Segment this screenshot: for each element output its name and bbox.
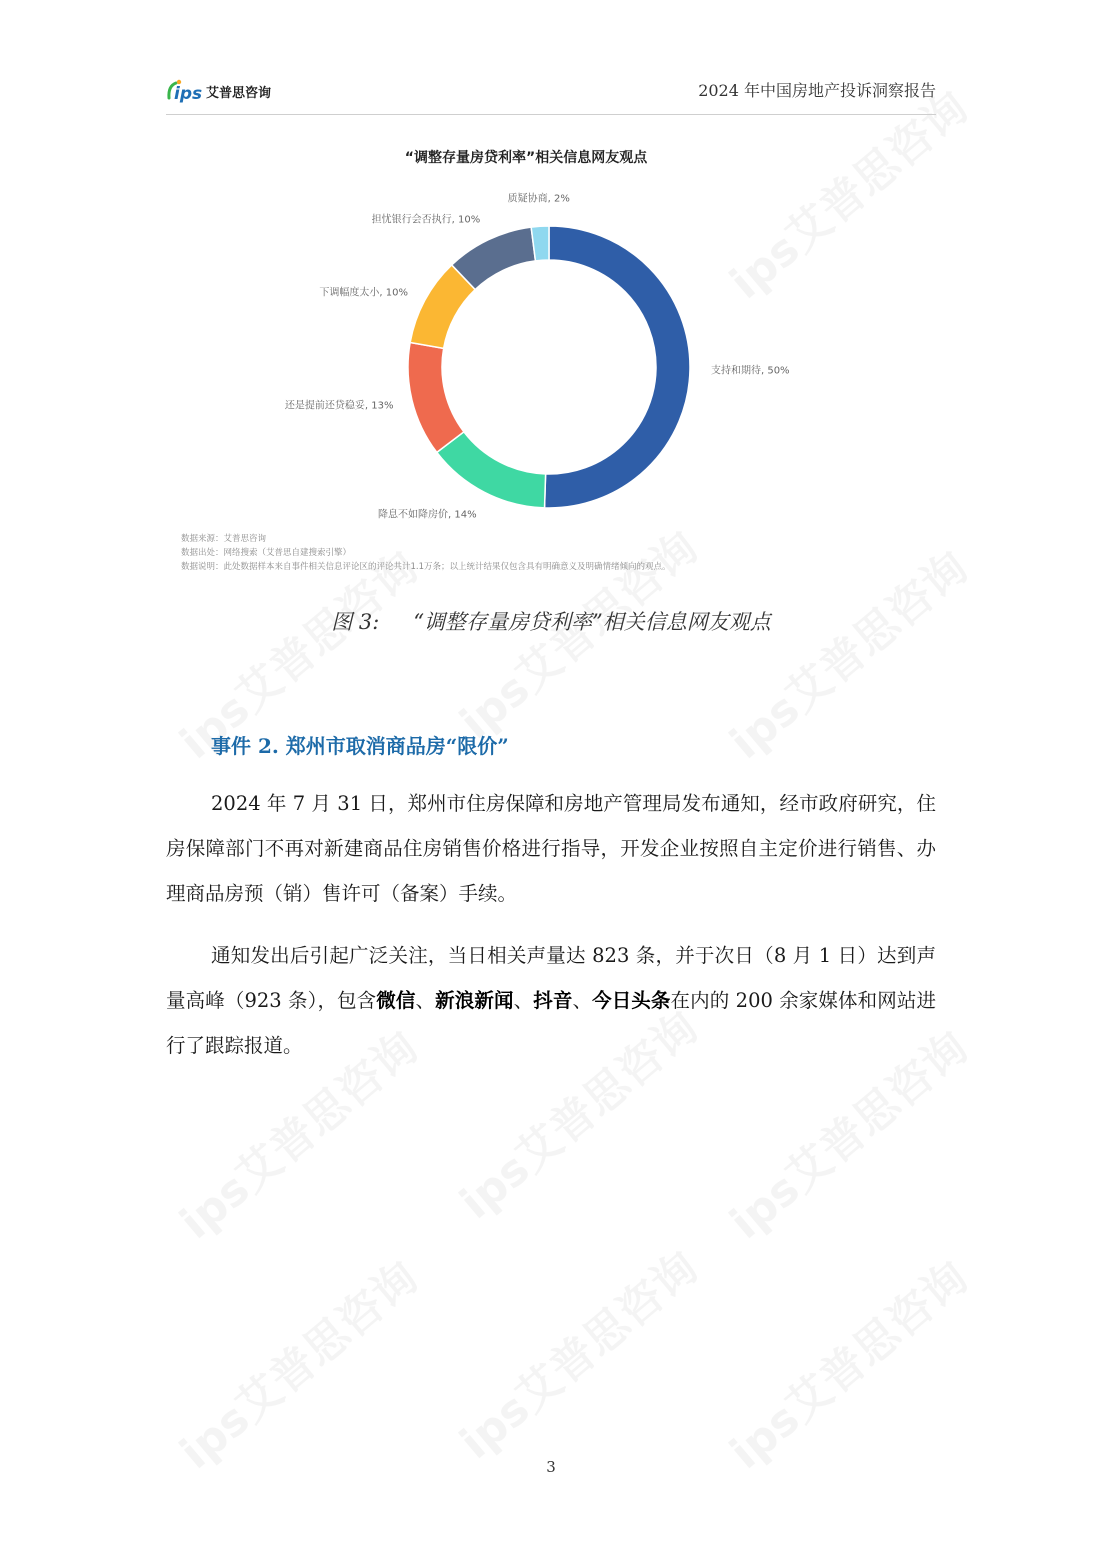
figure-caption-text: “调整存量房贷利率”相关信息网友观点 — [413, 610, 771, 634]
media-toutiao: 今日头条 — [592, 989, 671, 1012]
slice-label: 质疑协商, 2% — [507, 193, 570, 205]
source-note: 数据说明：此处数据样本来自事件相关信息评论区的评论共计1.1万条；以上统计结果仅包含具有明确意义及明确情绪倾向的观点。 — [181, 562, 671, 572]
slice-label: 下调幅度太小, 10% — [319, 287, 408, 299]
chart-canvas — [166, 134, 936, 534]
watermark — [714, 1243, 979, 1480]
section-heading: 事件 2. 郑州市取消商品房“限价” — [211, 734, 509, 758]
watermark — [164, 1243, 429, 1480]
chart-title: “调整存量房贷利率”相关信息网友观点 — [404, 150, 648, 166]
source-note: 数据出处：网络搜索（艾普思自建搜索引擎） — [181, 548, 352, 558]
slice-label: 担忧银行会否执行, 10% — [371, 214, 481, 226]
figure-number: 图 3: — [331, 610, 380, 634]
para-text: 在内的 200 余家媒体和网站进行了跟踪报道。 — [166, 989, 936, 1057]
para-sep: 、 — [513, 989, 534, 1012]
body-paragraph — [166, 933, 936, 1068]
svg-text:ips: ips — [174, 84, 203, 104]
ips-logo-icon — [166, 78, 204, 104]
page-header — [166, 74, 936, 115]
slice-label: 支持和期待, 50% — [710, 365, 790, 377]
source-note: 数据来源：艾普思咨询 — [181, 534, 267, 544]
para-text: 通知发出后引起广泛关注，当日相关声量达 823 条，并于次日（8 月 1 日）达到声量高峰（923 条），包含 — [166, 944, 936, 1012]
donut-slice — [545, 226, 690, 508]
logo-text: 艾普思咨询 — [206, 85, 272, 101]
para-sep: 、 — [572, 989, 593, 1012]
slice-label: 还是提前还贷稳妥, 13% — [284, 400, 394, 412]
body-paragraph: 2024 年 7 月 31 日，郑州市住房保障和房地产管理局发布通知，经市政府研究，住房保障部门不再对新建商品住房销售价格进行指导，开发企业按照自主定价进行销售、办理商品房预（销）售许可（备案）手续。 — [166, 792, 936, 905]
page-number: 3 — [546, 1458, 556, 1476]
figure-caption — [0, 606, 1102, 636]
media-wechat: 微信 — [376, 989, 416, 1012]
para-sep: 、 — [415, 989, 436, 1012]
watermark — [444, 1233, 709, 1470]
donut-slice — [408, 343, 464, 453]
opinion-donut-chart — [166, 134, 936, 586]
donut-slice — [437, 432, 546, 508]
media-sina-news: 新浪新闻 — [435, 989, 514, 1012]
slice-label: 降息不如降房价, 14% — [378, 509, 477, 521]
report-title: 2024 年中国房地产投诉洞察报告 — [698, 81, 936, 100]
brand-logo — [166, 78, 271, 104]
media-douyin: 抖音 — [533, 989, 573, 1012]
chart-source-notes — [181, 532, 671, 574]
